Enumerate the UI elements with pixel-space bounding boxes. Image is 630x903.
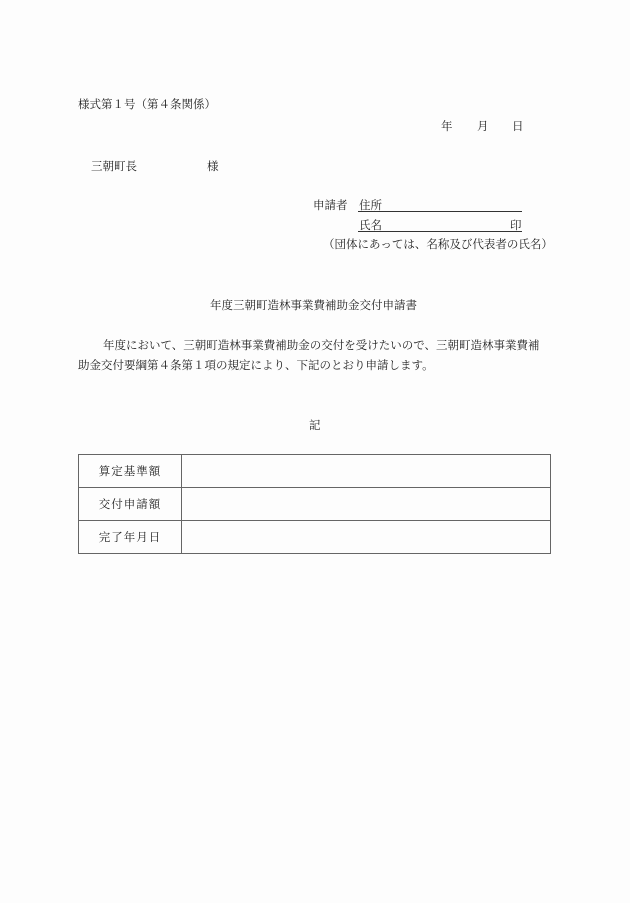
date-year: 年 bbox=[441, 119, 453, 133]
row-label: 交付申請額 bbox=[79, 488, 182, 521]
addressee-name: 三朝町長 bbox=[91, 159, 137, 173]
date-day: 日 bbox=[512, 119, 524, 133]
address-label: 住所 bbox=[359, 198, 382, 212]
applicant-note: （団体にあっては、名称及び代表者の氏名） bbox=[323, 237, 553, 251]
address-line[interactable] bbox=[358, 211, 522, 212]
date-month: 月 bbox=[477, 119, 489, 133]
row-label: 算定基準額 bbox=[79, 455, 182, 488]
name-line[interactable] bbox=[358, 231, 522, 232]
table-row bbox=[79, 521, 551, 554]
row-value-field[interactable] bbox=[182, 488, 551, 521]
body-line-1: 年度において、三朝町造林事業費補助金の交付を受けたいので、三朝町造林事業費補 bbox=[103, 338, 540, 352]
applicant-label: 申請者 bbox=[313, 198, 348, 212]
seal-mark: 印 bbox=[510, 218, 522, 232]
body-line-2: 助金交付要綱第４条第１項の規定により、下記のとおり申請します。 bbox=[78, 358, 434, 372]
form-number: 様式第１号（第４条関係） bbox=[78, 97, 216, 111]
table-row bbox=[79, 488, 551, 521]
table-row bbox=[79, 455, 551, 488]
name-label: 氏名 bbox=[359, 218, 382, 232]
row-label: 完了年月日 bbox=[79, 521, 182, 554]
document-title: 年度三朝町造林事業費補助金交付申請書 bbox=[210, 298, 417, 312]
row-value-field[interactable] bbox=[182, 521, 551, 554]
ki-heading: 記 bbox=[309, 418, 321, 432]
row-value-field[interactable] bbox=[182, 455, 551, 488]
addressee-honorific: 様 bbox=[207, 159, 219, 173]
application-table bbox=[78, 454, 551, 554]
